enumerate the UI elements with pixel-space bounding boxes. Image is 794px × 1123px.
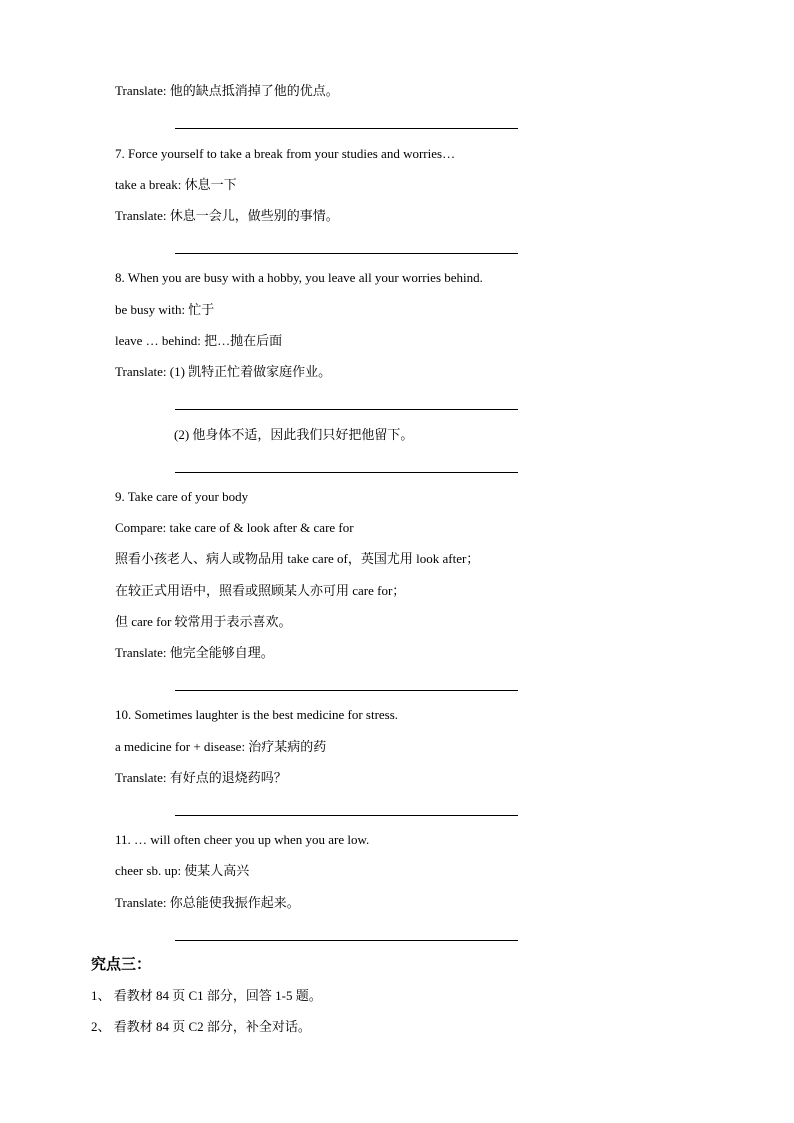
translate-prompt-10: Translate: 有好点的退烧药吗？ [115,770,287,785]
answer-blank-8-2[interactable] [175,472,518,473]
answer-blank-7[interactable] [175,253,518,254]
item-10-heading: 10. Sometimes laughter is the best medicine for stress. [115,707,399,722]
item-8-phrase-1: be busy with: 忙于 [115,302,215,317]
item-7-heading: 7. Force yourself to take a break from your studies and worries… [115,146,456,161]
item-8-phrase-2: leave … behind: 把…抛在后面 [115,333,283,348]
item-9-heading: 9. Take care of your body [115,489,249,504]
item-8-heading: 8. When you are busy with a hobby, you leave all your worries behind. [115,270,483,285]
item-11-phrase: cheer sb. up: 使某人高兴 [115,863,250,878]
translate-prompt-8-1: Translate: (1) 凯特正忙着做家庭作业。 [115,364,332,379]
translate-prompt-8-2: (2) 他身体不适，因此我们只好把他留下。 [174,427,414,442]
section-3-task-1: 1、 看教材 84 页 C1 部分，回答 1-5 题。 [91,988,322,1003]
item-9-compare: Compare: take care of & look after & care for [115,520,354,535]
translate-prompt-11: Translate: 你总能使我振作起来。 [115,895,300,910]
answer-blank-11[interactable] [175,940,518,941]
section-3-task-2: 2、 看教材 84 页 C2 部分，补全对话。 [91,1019,311,1034]
item-9-note-2: 在较正式用语中，照看或照顾某人亦可用 care for； [115,583,406,598]
answer-blank-10[interactable] [175,815,518,816]
answer-blank-6[interactable] [175,128,518,129]
answer-blank-9[interactable] [175,690,518,691]
translate-prompt-7: Translate: 休息一会儿，做些别的事情。 [115,208,339,223]
item-9-note-3: 但 care for 较常用于表示喜欢。 [115,614,292,629]
item-11-heading: 11. … will often cheer you up when you are low. [115,832,370,847]
item-9-note-1: 照看小孩老人、病人或物品用 take care of，英国尤用 look after； [115,551,480,566]
answer-blank-8-1[interactable] [175,409,518,410]
item-10-phrase: a medicine for + disease: 治疗某病的药 [115,739,327,754]
section-3-title: 究点三： [91,957,152,973]
item-7-phrase: take a break: 休息一下 [115,177,237,192]
translate-prompt-9: Translate: 他完全能够自理。 [115,645,274,660]
translate-prompt-6: Translate: 他的缺点抵消掉了他的优点。 [115,83,339,98]
